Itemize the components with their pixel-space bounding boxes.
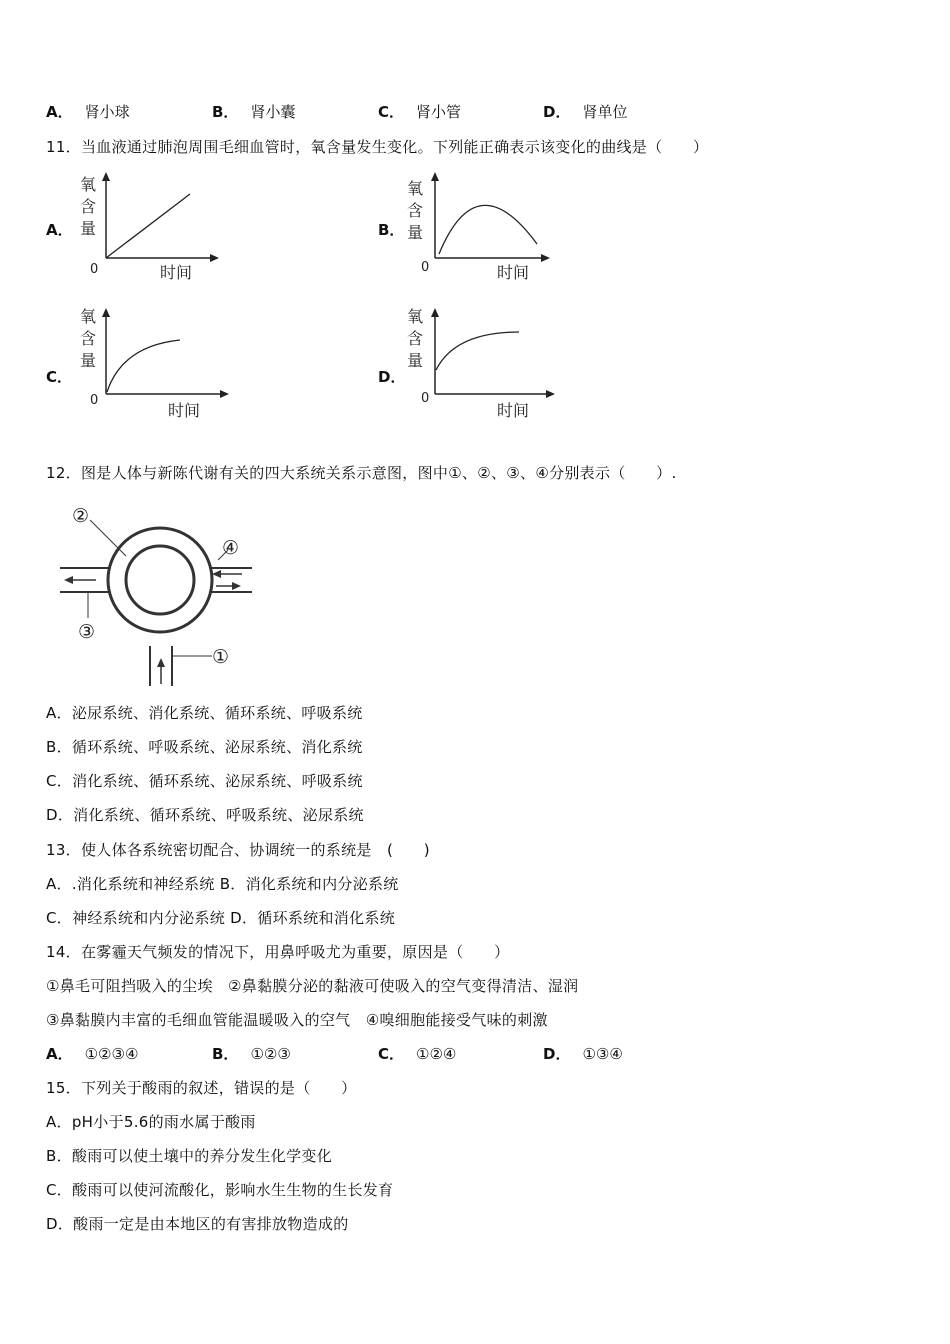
y-label-1: 氧 [80,175,97,194]
q12-option-a: A．泌尿系统、消化系统、循环系统、呼吸系统 [46,704,363,722]
q13-options-row1: A．.消化系统和神经系统 B．消化系统和内分泌系统 [46,875,399,893]
q12-option-c: C．消化系统、循环系统、泌尿系统、呼吸系统 [46,772,363,790]
q14-option-b: B． ①②③ [212,1045,291,1063]
y-label-1: 氧 [80,307,97,326]
x-label: 时间 [497,263,530,282]
q14-option-a: A． ①②③④ [46,1045,139,1063]
y-label-3: 量 [80,351,97,370]
y-label-2: 含 [407,201,424,220]
q12-system-diagram [60,500,260,690]
q11-graph-d [405,304,565,422]
y-label-2: 含 [80,197,97,216]
q13-options-row2: C．神经系统和内分泌系统 D．循环系统和消化系统 [46,909,395,927]
marker-3: ③ [78,621,96,643]
q15-option-c: C．酸雨可以使河流酸化，影响水生生物的生长发育 [46,1181,394,1199]
origin-label: 0 [421,391,430,406]
q11-graph-c-label: C． [46,368,73,386]
origin-label: 0 [90,393,99,408]
q12-option-d: D．消化系统、循环系统、呼吸系统、泌尿系统 [46,806,364,824]
q10-option-b: B． 肾小囊 [212,103,296,121]
q15-option-a: A．pH小于5.6的雨水属于酸雨 [46,1113,256,1131]
q10-option-c: C． 肾小管 [378,103,462,121]
origin-label: 0 [90,262,99,277]
y-label-2: 含 [80,329,97,348]
x-label: 时间 [168,401,201,420]
q11-graph-a-curve [106,194,190,258]
q14-statement-1: ①鼻毛可阻挡吸入的尘埃 ②鼻黏膜分泌的黏液可使吸入的空气变得清洁、湿润 [46,977,579,995]
origin-label: 0 [421,260,430,275]
q11-graph-b-curve [439,205,537,254]
q11-graph-c-curve [107,340,180,392]
q11-graph-d-label: D． [378,368,406,386]
x-label: 时间 [160,263,193,282]
q14-option-c: C． ①②④ [378,1045,457,1063]
q14-stem: 14．在雾霾天气频发的情况下，用鼻呼吸尤为重要，原因是（ ） [46,943,510,961]
y-label-3: 量 [407,351,424,370]
q12-option-b: B．循环系统、呼吸系统、泌尿系统、消化系统 [46,738,363,756]
y-label-2: 含 [407,329,424,348]
q10-option-d: D． 肾单位 [543,103,628,121]
q11-graph-c [74,304,234,422]
q10-option-a: A． 肾小球 [46,103,130,121]
y-label-3: 量 [407,223,424,242]
q11-graph-a-label: A． [46,221,73,239]
y-label-1: 氧 [407,179,424,198]
marker-2: ② [72,505,90,527]
q14-option-d: D． ①③④ [543,1045,623,1063]
q11-graph-b [405,172,560,284]
marker-1: ① [212,646,230,668]
q15-option-d: D．酸雨一定是由本地区的有害排放物造成的 [46,1215,349,1233]
q11-stem: 11．当血液通过肺泡周围毛细血管时，氧含量发生变化。下列能正确表示该变化的曲线是（ ） [46,138,709,156]
q14-statement-2: ③鼻黏膜内丰富的毛细血管能温暖吸入的空气 ④嗅细胞能接受气味的刺激 [46,1011,548,1029]
q12-stem: 12．图是人体与新陈代谢有关的四大系统关系示意图，图中①、②、③、④分别表示（ ）. [46,464,677,482]
q11-graph-d-curve [436,332,519,370]
x-label: 时间 [497,401,530,420]
q15-option-b: B．酸雨可以使土壤中的养分发生化学变化 [46,1147,332,1165]
q13-stem: 13．使人体各系统密切配合、协调统一的系统是 ( ) [46,841,430,859]
marker-4: ④ [222,537,240,559]
q11-graph-a [74,172,224,284]
y-label-1: 氧 [407,307,424,326]
q11-graph-b-label: B． [378,221,405,239]
y-label-3: 量 [80,219,97,238]
q15-stem: 15．下列关于酸雨的叙述，错误的是（ ） [46,1079,357,1097]
